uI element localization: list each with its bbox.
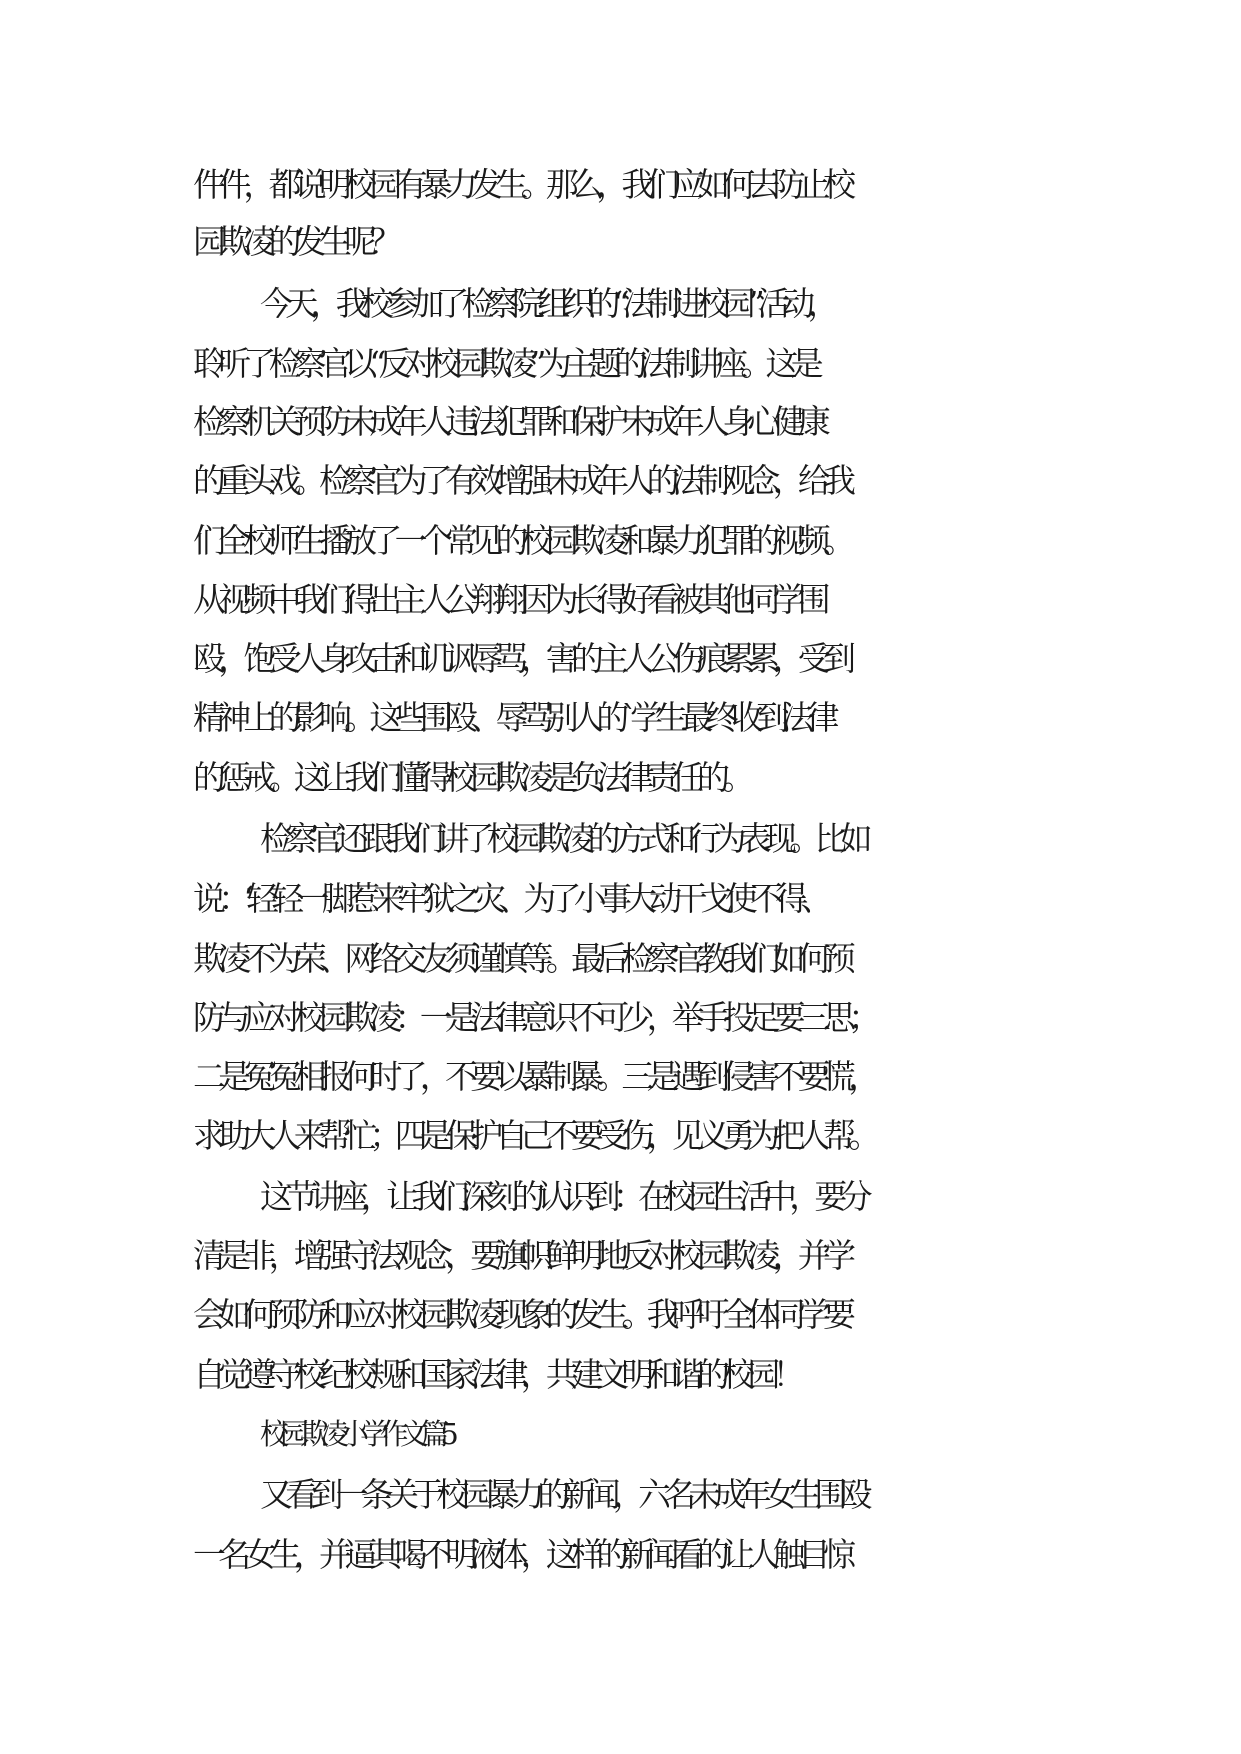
paragraph-start-line: 检察官还跟我们讲了校园欺凌的方式和行为表现。比如 <box>260 819 865 858</box>
text-line: 殴，饱受人身攻击和讥讽辱骂，害的主人公伤痕累累，受到 <box>193 639 849 678</box>
text-line: 防与应对校园欺凌：一是法律意识不可少，举手投足要三思； <box>193 998 874 1037</box>
text-line: 从视频中我们得出主人公翔翔因为长得好看被其他同学围 <box>193 580 824 619</box>
text-line: 一名女生，并逼其喝不明液体，这样的新闻看的让人触目惊 <box>193 1535 849 1574</box>
section-heading: 校园欺凌小学作文 篇 5 <box>260 1417 450 1451</box>
text-line: 会如何预防和应对校园欺凌现象的发生。我呼吁全体同学要 <box>193 1295 849 1334</box>
text-line: 自觉遵守校纪校规和国家法律，共建文明和谐的校园！ <box>193 1355 798 1394</box>
paragraph-start-line: 这节讲座，让我们深刻的认识到：在校园生活中，要分 <box>260 1177 865 1216</box>
text-line: 园欺凌的发生呢？ <box>193 222 395 261</box>
text-line: 清是非，增强守法观念，要旗帜鲜明地反对校园欺凌，并学 <box>193 1236 849 1275</box>
paragraph-start-line: 今天，我校参加了检察院组织的“法制进校园”活动， <box>260 284 833 323</box>
text-line: 件件，都说明校园有暴力发生。那么，我们应如何去防止校 <box>193 165 849 204</box>
text-line: 求助大人来帮忙；四是保护自己不要受伤，见义勇为把人帮。 <box>193 1116 874 1155</box>
text-line: 欺凌不为荣、网络交友须谨慎等。最后检察官教我们如何预 <box>193 939 849 978</box>
paragraph-start-line: 又看到一条关于校园暴力的新闻，六名未成年女生围殴 <box>260 1475 865 1514</box>
text-line: 精神上的影响。这些围殴、辱骂别人的`学生最终收到法律 <box>193 698 832 737</box>
text-line: 检察机关预防未成年人违法犯罪和保护未成年人身心健康 <box>193 402 824 441</box>
text-line: 二是冤冤相报何时了，不要以暴制暴。三是遇到侵害不要慌， <box>193 1057 874 1096</box>
text-line: 的重头戏。检察官为了有效增强未成年人的法制观念，给我 <box>193 461 849 500</box>
text-line: 们全校师生播放了一个常见的校园欺凌和暴力犯罪的视频。 <box>193 521 849 560</box>
text-line: 说：‘轻轻一脚惹来牢狱之灾、为了小事大动干戈使不得、 <box>193 879 826 918</box>
text-line: 的惩戒。这让我们懂得校园欺凌是负法律责任的。 <box>193 758 748 797</box>
text-line: 聆听了检察官以“反对校园欺凌”为主题的法制讲座。这是 <box>193 344 816 383</box>
